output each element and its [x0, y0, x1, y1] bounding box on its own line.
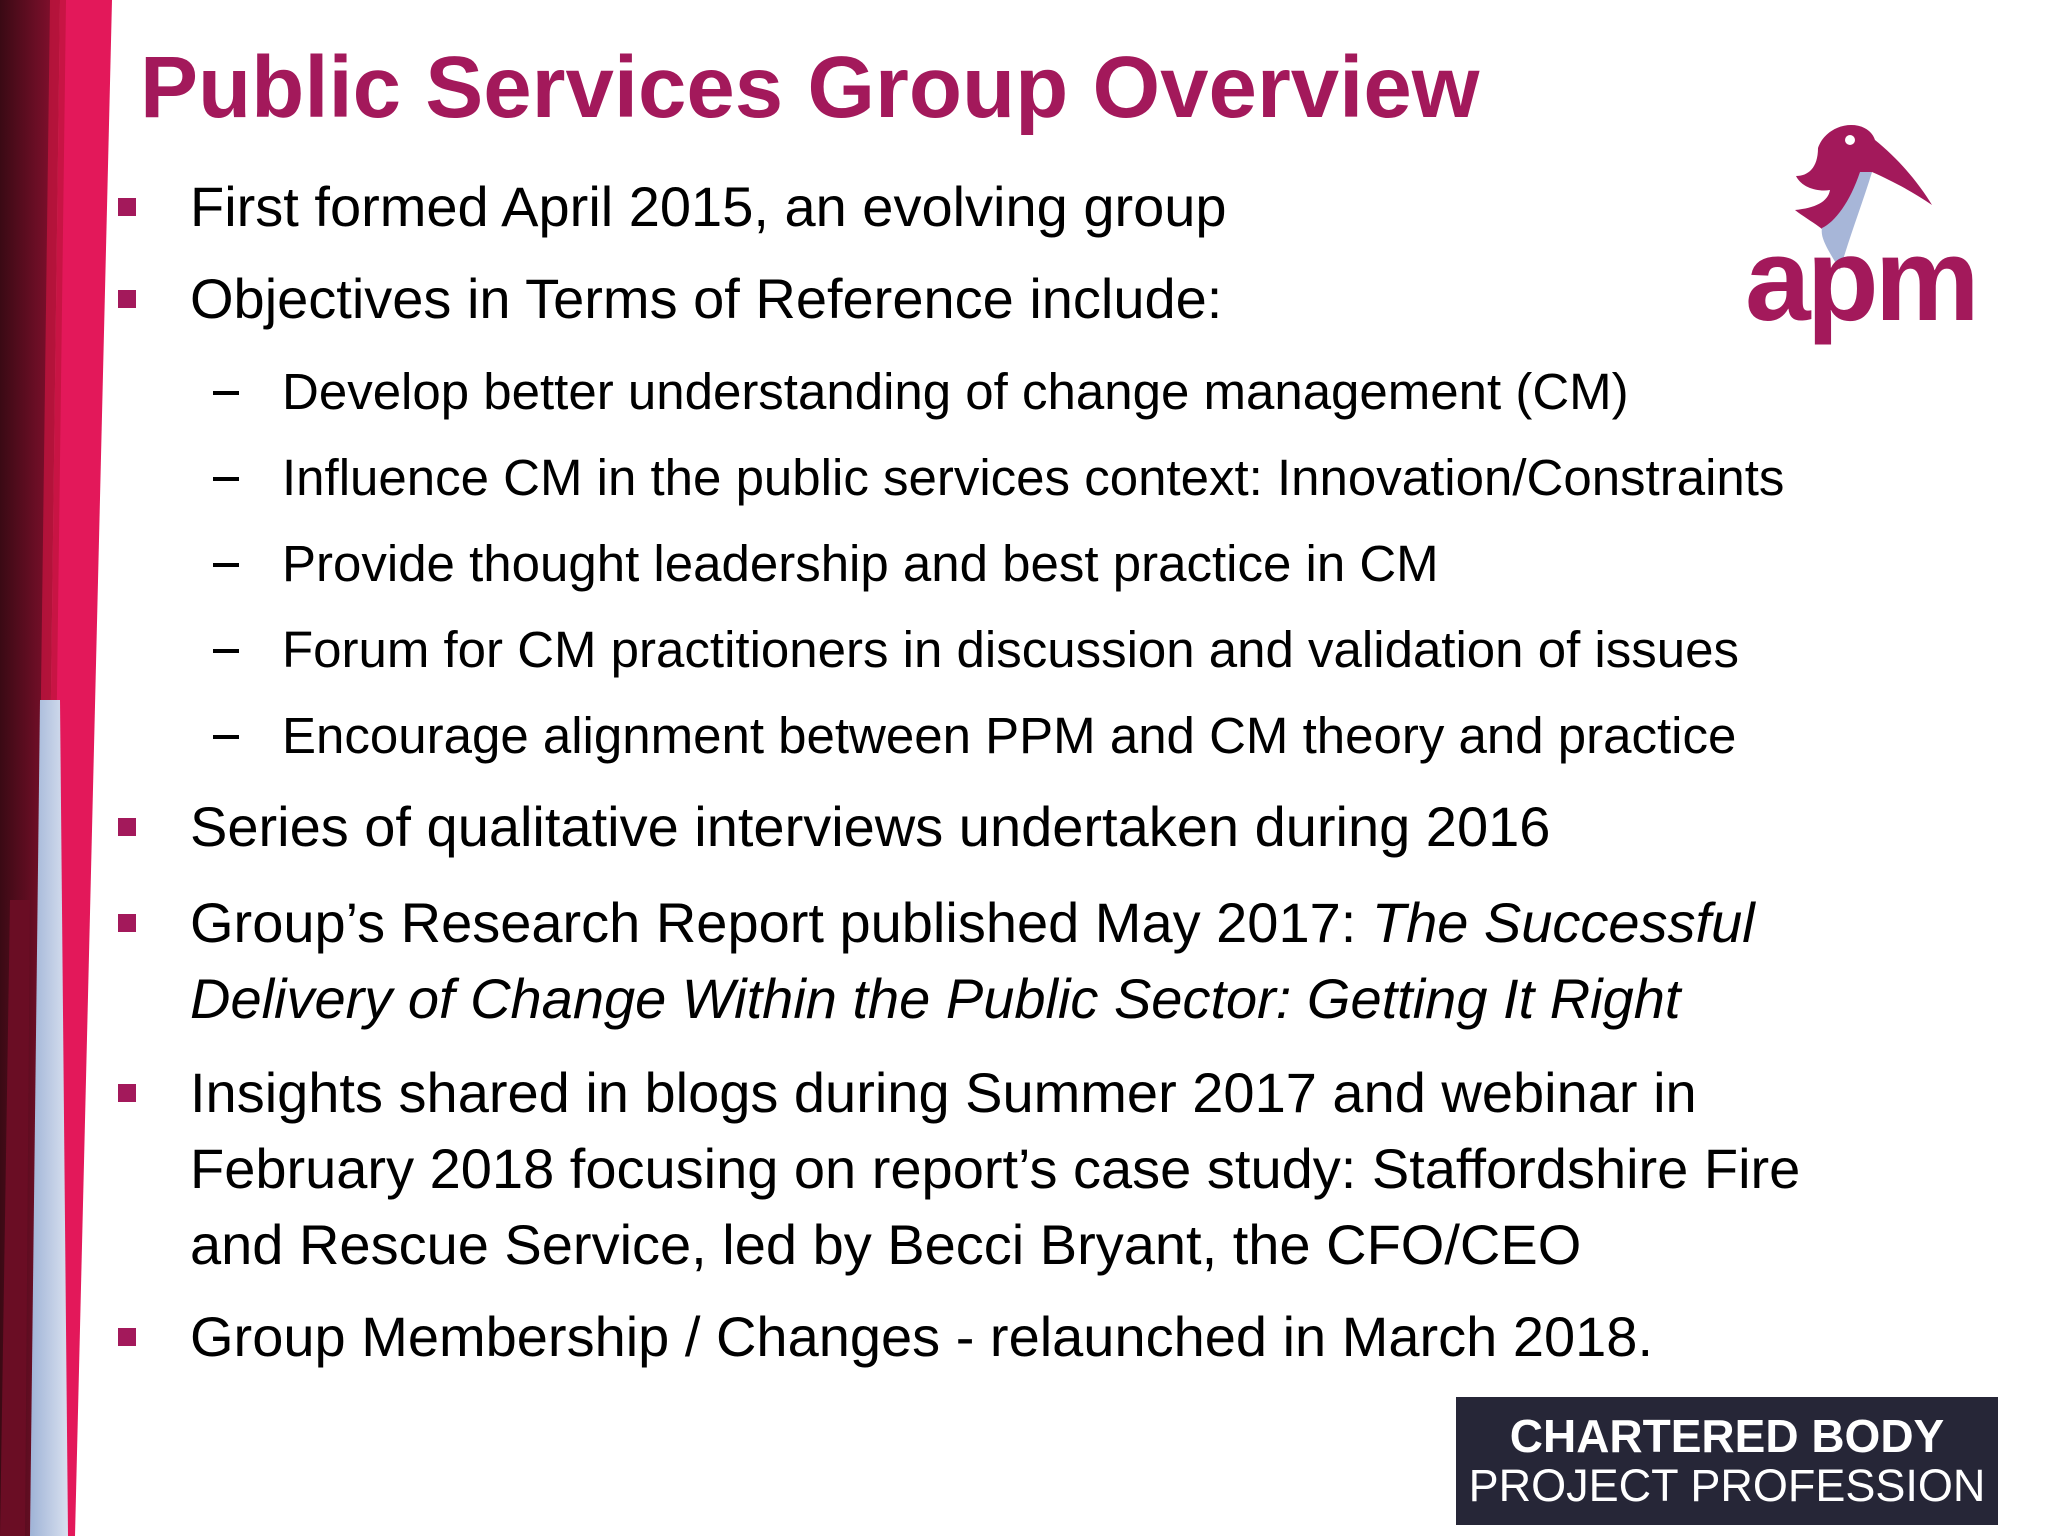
bullet-marker: [118, 1084, 136, 1102]
bullet-text-plain: Group’s Research Report published May 2017:: [190, 891, 1372, 954]
dash-marker: [213, 563, 239, 567]
report-title-continued: Delivery of Change Within the Public Sector: Getting It Right: [190, 967, 1681, 1030]
sub-bullet-item: Provide thought leadership and best practice in CM: [282, 535, 1439, 592]
apm-logo-text: apm: [1745, 214, 1976, 346]
bullet-item-continued: February 2018 focusing on report’s case study: Staffordshire Fire: [190, 1137, 1801, 1200]
bullet-item: Objectives in Terms of Reference include:: [190, 267, 1223, 330]
bullet-item: Insights shared in blogs during Summer 2017 and webinar in: [190, 1061, 1697, 1124]
dash-marker: [213, 477, 239, 481]
report-title: The Successful: [1371, 891, 1755, 954]
badge-line-1: CHARTERED BODY: [1509, 1410, 1945, 1462]
bullet-item: First formed April 2015, an evolving group: [190, 175, 1227, 238]
chartered-body-badge: [1456, 1397, 1998, 1525]
dash-marker: [213, 649, 239, 653]
bullet-item: Series of qualitative interviews undertaken during 2016: [190, 795, 1551, 858]
sub-bullet-item: Develop better understanding of change management (CM): [282, 363, 1629, 420]
bullet-marker: [118, 818, 136, 836]
bullet-item: Group Membership / Changes - relaunched in March 2018.: [190, 1305, 1653, 1368]
sub-bullet-item: Forum for CM practitioners in discussion and validation of issues: [282, 621, 1739, 678]
slide-title: Public Services Group Overview: [140, 39, 1480, 136]
bullet-marker: [118, 1328, 136, 1346]
dash-marker: [213, 391, 239, 395]
bullet-item-continued: and Rescue Service, led by Becci Bryant, the CFO/CEO: [190, 1213, 1582, 1276]
sub-bullet-item: Encourage alignment between PPM and CM theory and practice: [282, 707, 1737, 764]
apm-logo: [1700, 110, 2000, 370]
badge-line-2: PROJECT PROFESSION: [1468, 1460, 1986, 1511]
bullet-marker: [118, 198, 136, 216]
bullet-item: [190, 884, 1755, 962]
bullet-marker: [118, 914, 136, 932]
dash-marker: [213, 735, 239, 739]
bullet-marker: [118, 290, 136, 308]
sub-bullet-item: Influence CM in the public services context: Innovation/Constraints: [282, 449, 1785, 506]
